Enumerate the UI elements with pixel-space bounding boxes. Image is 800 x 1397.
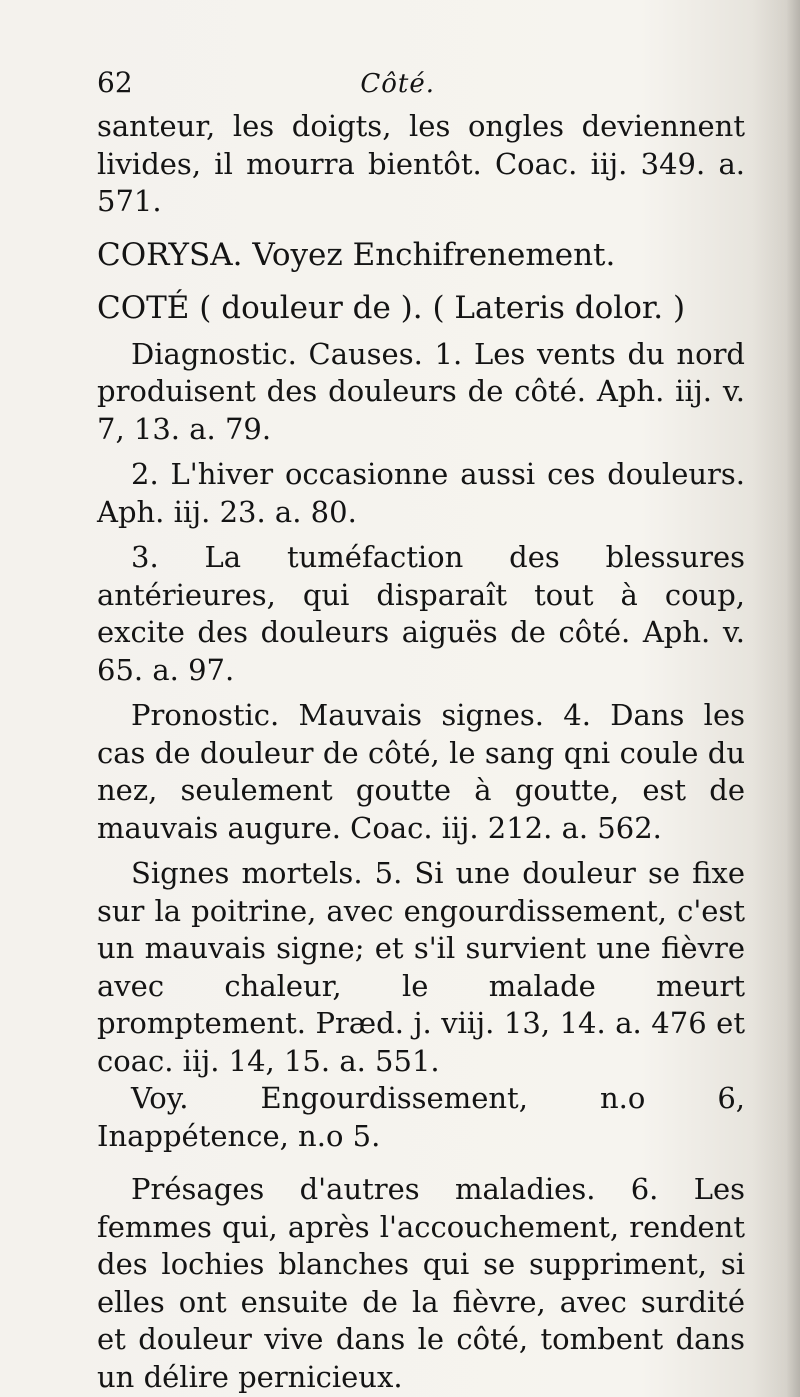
page-gutter-shadow [786,0,800,1397]
paragraph-pronostic: Pronostic. Mauvais signes. 4. Dans les cas de douleur de côté, le sang qni coule du nez, seulement goutte à goutte, est de mauvais augure. Coac. iij. 212. a. 562. [97,698,745,845]
paragraph-tumefaction: 3. La tuméfaction des blessures antérieures, qui disparaît tout à coup, excite des douleurs aiguës de côté. Aph. v. 65. a. 97. [97,540,745,687]
entry-corysa: CORYSA. Voyez Enchifrenement. [97,236,616,273]
paragraph-voy: Voy. Engourdissement, n.o 6, Inappétence, n.o 5. [97,1081,745,1153]
paragraph-diagnostic: Diagnostic. Causes. 1. Les vents du nord produisent des douleurs de côté. Aph. iij. v. 7, 13. a. 79. [97,336,745,446]
page-number: 62 [97,66,133,99]
running-title: Côté. [360,69,435,99]
paragraph-signes-mortels: Signes mortels. 5. Si une douleur se fixe sur la poitrine, avec engourdissement, c'est un mauvais signe; et s'il survient une fièvre avec chaleur, le malade meurt promptement. Præd. j. viij. 13, 14. a. 476 et coac. iij. 14, 15. a. 551. [97,856,745,1078]
paragraph-hiver: 2. L'hiver occasionne aussi ces douleurs. Aph. iij. 23. a. 80. [97,457,745,529]
paragraph-continuation: santeur, les doigts, les ongles deviennent livides, il mourra bientôt. Coac. iij. 349. a. 571. [97,109,745,218]
paragraph-presages: Présages d'autres maladies. 6. Les femmes qui, après l'accouchement, rendent des lochies blanches qui se suppriment, si elles ont ensuite de la fièvre, avec surdité et douleur vive dans le côté, tombent dans un délire pernicieux. [97,1172,745,1394]
running-header [97,64,745,108]
page-content [97,64,745,1396]
entry-cote-heading: COTÉ ( douleur de ). ( Lateris dolor. ) [97,290,686,326]
